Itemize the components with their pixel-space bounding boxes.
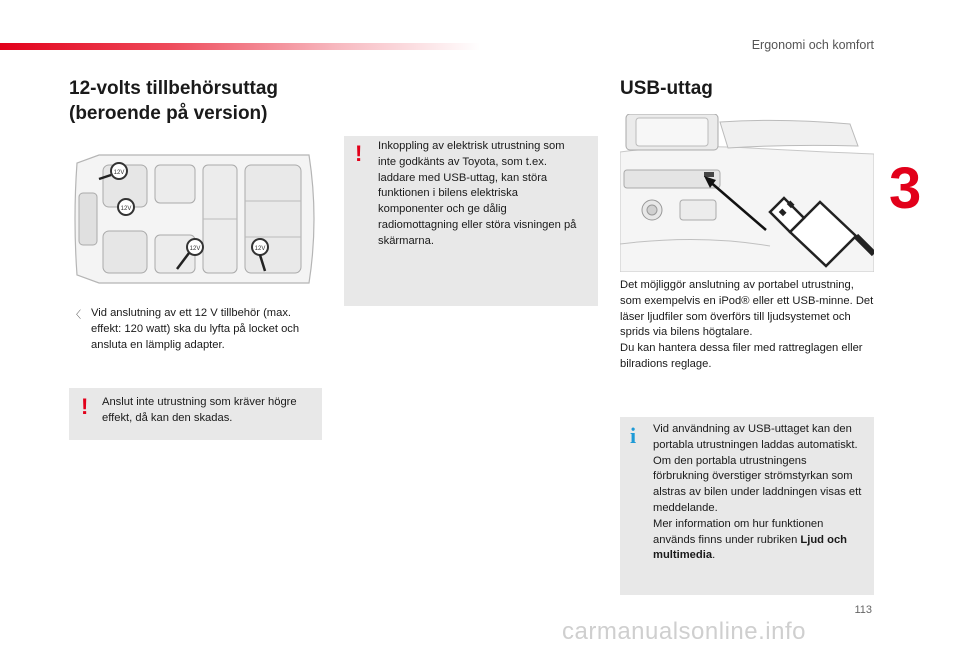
warning-power-text: Anslut inte utrustning som kräver högre effekt, då kan den skadas. [102, 396, 297, 424]
warning-box-equipment [344, 136, 598, 306]
info-usb-line3-prefix: Mer information om hur funktionen används finns under rubriken [653, 517, 824, 546]
socket-label: 12V [113, 170, 125, 176]
watermark: carmanualsonline.info [562, 618, 806, 645]
info-icon: i [630, 423, 637, 448]
usb-port-illustration [620, 114, 874, 272]
heading-12v-line1: 12-volts tillbehörsuttag [69, 78, 279, 99]
van-interior-diagram [69, 143, 322, 295]
usb-description-para2: Du kan hantera dessa filer med rattreglagen eller bilradions reglage. [620, 342, 863, 370]
page-number: 113 [854, 604, 872, 616]
section-title: Ergonomi och komfort [751, 38, 874, 52]
socket-marker-console [118, 199, 134, 215]
info-usb-link-topic: Ljud och multimedia [653, 533, 848, 562]
warning-exclamation-icon: ! [355, 141, 363, 166]
warning-box-power [69, 388, 322, 440]
usb-description [620, 278, 878, 373]
info-usb-line2: Om den portabla utrustningens förbrukning överstiger strömstyrkan som alstras av bilen under laddningen visas ett meddelande. [653, 454, 862, 514]
heading-usb: USB-uttag [620, 78, 713, 99]
usb-description-para1: Det möjliggör anslutning av portabel utrustning, som exempelvis en iPod® eller ett USB-minne. Det läser ljudfiler som överförs till ljudsystemet och sprids via bilens högtalare. [620, 279, 874, 339]
socket-label: 12V [189, 246, 201, 252]
warning-exclamation-icon: ! [81, 394, 89, 419]
info-usb-line1: Vid användning av USB-uttaget kan den portabla utrustningen laddas automatiskt. [653, 423, 858, 451]
heading-12v-line2: (beroende på version) [69, 103, 268, 124]
socket-label: 12V [120, 206, 132, 212]
heading-12v-socket [69, 76, 278, 126]
info-box-usb-charging [620, 417, 874, 595]
header-accent-bar [0, 43, 480, 50]
info-usb-text [653, 422, 865, 564]
bullet-12v-instruction: Vid anslutning av ett 12 V tillbehör (max. effekt: 120 watt) ska du lyfta på locket och ansluta en lämplig adapter. [91, 307, 300, 351]
info-usb-line3 [653, 517, 865, 564]
arrow-right-icon: 〈 [71, 310, 81, 321]
socket-label: 12V [254, 246, 266, 252]
info-usb-line3-suffix: . [712, 549, 716, 562]
chapter-number: 3 [889, 156, 922, 221]
warning-equipment-text: Inkoppling av elektrisk utrustning som inte godkänts av Toyota, som t.ex. laddare med USB-uttag, kan störa funktionen i bilens elektriska komponenter och ge dålig radiomottagning eller störa visningen på skärmarna. [378, 140, 577, 247]
